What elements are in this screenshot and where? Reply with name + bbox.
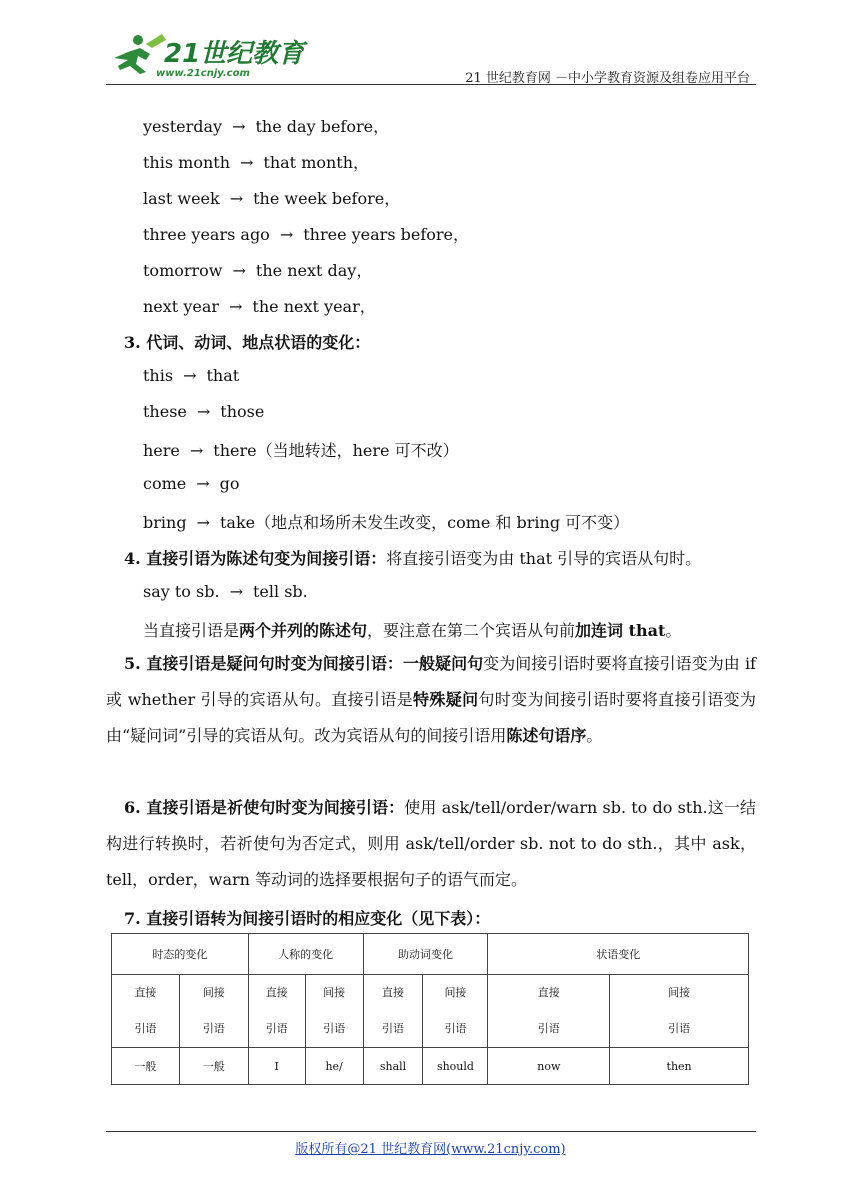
table-cell: then — [610, 1048, 749, 1085]
table-subheader: 间接 引语 — [179, 975, 248, 1048]
section-4-heading: 4. 直接引语为陈述句变为间接引语：将直接引语变为由 that 引导的宾语从句时。 — [124, 549, 702, 568]
page-footer — [0, 1138, 861, 1157]
arrow-right-icon: → — [232, 117, 246, 136]
list-item: next year → the next year， — [143, 297, 376, 316]
list-item: three years ago → three years before， — [143, 225, 470, 244]
table-cell: should — [423, 1048, 488, 1085]
list-item: say to sb. → tell sb. — [143, 582, 308, 601]
arrow-right-icon: → — [229, 189, 244, 208]
table-row — [112, 1048, 749, 1085]
change-table — [111, 933, 749, 1085]
arrow-right-icon: → — [183, 366, 197, 385]
table-cell: now — [488, 1048, 610, 1085]
copyright-link[interactable]: 版权所有@21 世纪教育网(www.21cnjy.com) — [295, 1142, 566, 1157]
section-7-heading: 7. 直接引语转为间接引语时的相应变化（见下表）： — [124, 909, 491, 928]
table-cell: I — [248, 1048, 305, 1085]
site-tagline: 21 世纪教育网 －中小学教育资源及组卷应用平台 — [465, 71, 750, 86]
list-item: come → go — [143, 474, 240, 493]
table-header: 人称的变化 — [248, 934, 363, 975]
arrow-right-icon: → — [229, 297, 243, 316]
table-cell: he/ — [305, 1048, 363, 1085]
table-header: 助动词变化 — [363, 934, 488, 975]
arrow-right-icon: → — [229, 582, 243, 601]
table-subheader: 间接 引语 — [610, 975, 749, 1048]
list-item: tomorrow → the next day， — [143, 261, 373, 280]
table-subheader: 间接 引语 — [423, 975, 488, 1048]
page-header — [106, 30, 756, 86]
list-item: here → there（当地转述，here 可不改） — [143, 441, 459, 460]
list-item: these → those — [143, 402, 265, 421]
list-item: this → that — [143, 366, 240, 385]
footer-divider — [106, 1131, 756, 1132]
header-divider — [106, 84, 756, 85]
arrow-right-icon: → — [196, 402, 211, 421]
arrow-right-icon: → — [279, 225, 294, 244]
arrow-right-icon: → — [189, 441, 204, 460]
svg-text:www.21cnjy.com: www.21cnjy.com — [156, 68, 250, 79]
table-header: 时态的变化 — [112, 934, 249, 975]
table-subheader: 直接 引语 — [363, 975, 423, 1048]
list-item: this month → that month， — [143, 153, 370, 172]
section-6-paragraph: 6. 直接引语是祈使句时变为间接引语：使用 ask/tell/order/warn sb. to do sth.这一结构进行转换时，若祈使句为否定式，则用 ask/tell/order sb. not to do sth.，其中 ask，tell，order，warn 等动词的选择要根据句子的语气而定。 — [106, 798, 756, 889]
section-4-note: 当直接引语是两个并列的陈述句，要注意在第二个宾语从句前加连词 that。 — [143, 621, 682, 640]
table-cell: 一般 — [179, 1048, 248, 1085]
table-header: 状语变化 — [488, 934, 749, 975]
arrow-right-icon: → — [196, 474, 210, 493]
list-item: last week → the week before， — [143, 189, 401, 208]
section-3-heading: 3. 代词、动词、地点状语的变化： — [124, 333, 371, 352]
arrow-right-icon: → — [196, 513, 210, 532]
svg-text:21世纪教育: 21世纪教育 — [164, 39, 305, 69]
site-logo — [106, 30, 305, 80]
table-subheader: 直接 引语 — [248, 975, 305, 1048]
table-subheader: 直接 引语 — [488, 975, 610, 1048]
table-cell: shall — [363, 1048, 423, 1085]
list-item: yesterday → the day before， — [143, 117, 390, 136]
section-5-paragraph: 5. 直接引语是疑问句时变为间接引语：一般疑问句变为间接引语时要将直接引语变为由 if 或 whether 引导的宾语从句。直接引语是特殊疑问句时变为间接引语时要将直接引语变为由“疑问词”引导的宾语从句。改为宾语从句的间接引语用陈述句语序。 — [106, 654, 756, 745]
table-subheader: 直接 引语 — [112, 975, 180, 1048]
arrow-right-icon: → — [232, 261, 246, 280]
table-cell: 一般 — [112, 1048, 180, 1085]
list-item: bring → take（地点和场所未发生改变，come 和 bring 可不变） — [143, 513, 630, 532]
table-subheader: 间接 引语 — [305, 975, 363, 1048]
arrow-right-icon: → — [240, 153, 254, 172]
